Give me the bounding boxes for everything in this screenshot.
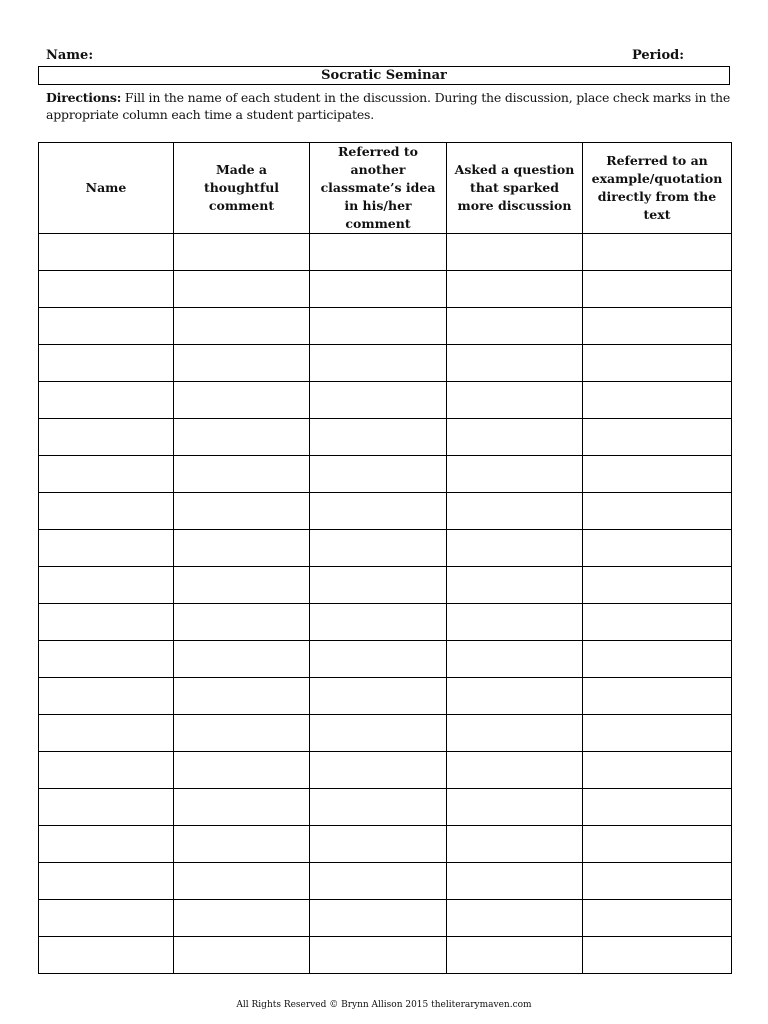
check-mark-cell[interactable] [583, 345, 732, 382]
check-mark-cell[interactable] [447, 641, 583, 678]
check-mark-cell[interactable] [310, 419, 447, 456]
check-mark-cell[interactable] [583, 419, 732, 456]
check-mark-cell[interactable] [174, 382, 310, 419]
check-mark-cell[interactable] [447, 382, 583, 419]
check-mark-cell[interactable] [447, 308, 583, 345]
check-mark-cell[interactable] [310, 826, 447, 863]
table-body [39, 234, 732, 974]
check-mark-cell[interactable] [310, 530, 447, 567]
check-mark-cell[interactable] [174, 826, 310, 863]
check-mark-cell[interactable] [310, 900, 447, 937]
check-mark-cell[interactable] [174, 715, 310, 752]
table-row [39, 789, 732, 826]
check-mark-cell[interactable] [174, 493, 310, 530]
directions [46, 89, 736, 123]
check-mark-cell[interactable] [174, 271, 310, 308]
check-mark-cell[interactable] [583, 308, 732, 345]
student-name-cell[interactable] [39, 789, 174, 826]
student-name-cell[interactable] [39, 345, 174, 382]
check-mark-cell[interactable] [447, 530, 583, 567]
check-mark-cell[interactable] [447, 419, 583, 456]
check-mark-cell[interactable] [174, 345, 310, 382]
header-row [46, 48, 684, 63]
table-row [39, 567, 732, 604]
table-row [39, 456, 732, 493]
column-header-referred-classmate: Referred to another classmate’s idea in his/her comment [310, 143, 447, 234]
check-mark-cell[interactable] [583, 567, 732, 604]
check-mark-cell[interactable] [174, 678, 310, 715]
check-mark-cell[interactable] [447, 789, 583, 826]
table-row [39, 345, 732, 382]
table-row [39, 382, 732, 419]
period-label: Period: [631, 48, 684, 63]
check-mark-cell[interactable] [310, 789, 447, 826]
check-mark-cell[interactable] [174, 863, 310, 900]
check-mark-cell[interactable] [174, 419, 310, 456]
check-mark-cell[interactable] [174, 604, 310, 641]
student-name-cell[interactable] [39, 752, 174, 789]
check-mark-cell[interactable] [310, 715, 447, 752]
column-header-referred-text: Referred to an example/quotation directly from the text [583, 143, 732, 234]
student-name-cell[interactable] [39, 271, 174, 308]
check-mark-cell[interactable] [583, 789, 732, 826]
check-mark-cell[interactable] [447, 493, 583, 530]
footer-copyright: All Rights Reserved © Brynn Allison 2015 theliterarymaven.com [236, 1000, 532, 1010]
check-mark-cell[interactable] [583, 863, 732, 900]
check-mark-cell[interactable] [583, 493, 732, 530]
check-mark-cell[interactable] [447, 456, 583, 493]
check-mark-cell[interactable] [174, 567, 310, 604]
table-row [39, 678, 732, 715]
check-mark-cell[interactable] [447, 752, 583, 789]
directions-text: Fill in the name of each student in the discussion. During the discussion, place check marks in the appropriate column each time a student participates. [46, 90, 731, 122]
check-mark-cell[interactable] [310, 678, 447, 715]
check-mark-cell[interactable] [583, 826, 732, 863]
student-name-cell[interactable] [39, 900, 174, 937]
check-mark-cell[interactable] [447, 826, 583, 863]
check-mark-cell[interactable] [310, 493, 447, 530]
check-mark-cell[interactable] [310, 937, 447, 974]
check-mark-cell[interactable] [174, 937, 310, 974]
check-mark-cell[interactable] [447, 567, 583, 604]
table-row [39, 308, 732, 345]
check-mark-cell[interactable] [174, 530, 310, 567]
student-name-cell[interactable] [39, 826, 174, 863]
check-mark-cell[interactable] [310, 382, 447, 419]
table-row [39, 641, 732, 678]
check-mark-cell[interactable] [583, 900, 732, 937]
name-label: Name: [46, 48, 94, 63]
check-mark-cell[interactable] [174, 752, 310, 789]
student-name-cell[interactable] [39, 493, 174, 530]
table-row [39, 419, 732, 456]
check-mark-cell[interactable] [447, 715, 583, 752]
check-mark-cell[interactable] [310, 604, 447, 641]
check-mark-cell[interactable] [583, 530, 732, 567]
check-mark-cell[interactable] [447, 678, 583, 715]
check-mark-cell[interactable] [583, 382, 732, 419]
table-row [39, 493, 732, 530]
table-header-row [39, 143, 732, 234]
check-mark-cell[interactable] [174, 456, 310, 493]
table-row [39, 715, 732, 752]
table-row [39, 863, 732, 900]
table-row [39, 752, 732, 789]
check-mark-cell[interactable] [447, 271, 583, 308]
check-mark-cell[interactable] [310, 345, 447, 382]
table-row [39, 271, 732, 308]
check-mark-cell[interactable] [310, 271, 447, 308]
check-mark-cell[interactable] [583, 678, 732, 715]
check-mark-cell[interactable] [583, 715, 732, 752]
check-mark-cell[interactable] [174, 234, 310, 271]
check-mark-cell[interactable] [447, 863, 583, 900]
check-mark-cell[interactable] [310, 308, 447, 345]
check-mark-cell[interactable] [310, 752, 447, 789]
check-mark-cell[interactable] [174, 900, 310, 937]
check-mark-cell[interactable] [174, 641, 310, 678]
check-mark-cell[interactable] [174, 308, 310, 345]
check-mark-cell[interactable] [447, 937, 583, 974]
student-name-cell[interactable] [39, 604, 174, 641]
check-mark-cell[interactable] [447, 234, 583, 271]
check-mark-cell[interactable] [447, 900, 583, 937]
student-name-cell[interactable] [39, 382, 174, 419]
check-mark-cell[interactable] [310, 567, 447, 604]
check-mark-cell[interactable] [583, 641, 732, 678]
student-name-cell[interactable] [39, 863, 174, 900]
participation-table [38, 142, 732, 974]
column-header-name: Name [39, 143, 174, 234]
check-mark-cell[interactable] [583, 456, 732, 493]
column-header-thoughtful-comment: Made a thoughtful comment [174, 143, 310, 234]
table-row [39, 937, 732, 974]
check-mark-cell[interactable] [310, 641, 447, 678]
check-mark-cell[interactable] [583, 234, 732, 271]
student-name-cell[interactable] [39, 937, 174, 974]
directions-label: Directions: [46, 90, 122, 105]
student-name-cell[interactable] [39, 234, 174, 271]
table-row [39, 530, 732, 567]
student-name-cell[interactable] [39, 567, 174, 604]
check-mark-cell[interactable] [583, 752, 732, 789]
column-header-asked-question: Asked a question that sparked more discussion [447, 143, 583, 234]
student-name-cell[interactable] [39, 456, 174, 493]
check-mark-cell[interactable] [310, 234, 447, 271]
student-name-cell[interactable] [39, 419, 174, 456]
table-row [39, 234, 732, 271]
check-mark-cell[interactable] [583, 937, 732, 974]
worksheet-title: Socratic Seminar [38, 66, 730, 85]
student-name-cell[interactable] [39, 308, 174, 345]
table-row [39, 604, 732, 641]
table-row [39, 826, 732, 863]
check-mark-cell[interactable] [583, 604, 732, 641]
check-mark-cell[interactable] [447, 604, 583, 641]
check-mark-cell[interactable] [310, 456, 447, 493]
student-name-cell[interactable] [39, 678, 174, 715]
check-mark-cell[interactable] [174, 789, 310, 826]
table-row [39, 900, 732, 937]
check-mark-cell[interactable] [310, 863, 447, 900]
check-mark-cell[interactable] [447, 345, 583, 382]
student-name-cell[interactable] [39, 530, 174, 567]
student-name-cell[interactable] [39, 715, 174, 752]
check-mark-cell[interactable] [583, 271, 732, 308]
student-name-cell[interactable] [39, 641, 174, 678]
